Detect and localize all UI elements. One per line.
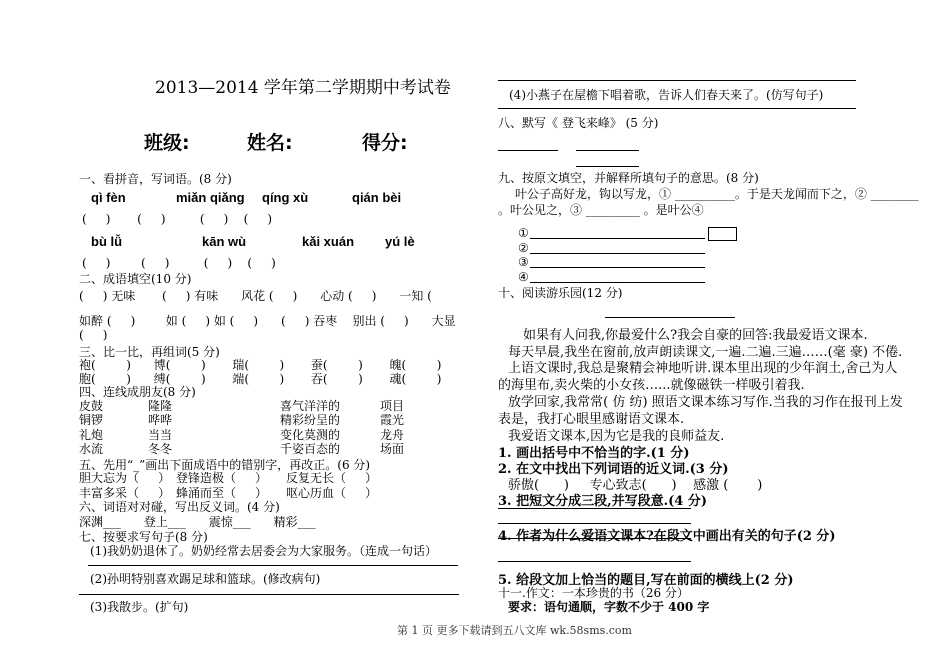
section-1-heading: 一、看拼音，写词语。(8 分)	[79, 172, 232, 186]
match-cell: 铜锣	[79, 413, 104, 427]
rewrite-q1: (1)我奶奶退休了。奶奶经常去居委会为大家服务。（连成一句话）	[90, 544, 438, 558]
explain-line-2	[530, 253, 705, 254]
explain-num-3: ③	[518, 255, 529, 269]
footer: 第 1 页 更多下载请到五八文库 wk.58sms.com	[397, 624, 632, 637]
pinyin-7: kǎi xuán	[302, 234, 355, 249]
section-9-heading: 九、按原文填空，并解释所填句子的意思。(8 分)	[498, 171, 759, 185]
idiom-row-3: ( )	[79, 328, 108, 342]
explain-line-3	[530, 267, 705, 268]
synonym-words: 骄傲( ) 专心致志( ) 感激 ( )	[508, 478, 763, 493]
match-cell: 隆隆	[148, 399, 173, 413]
passage-line-5: 放学回家,我常常( 仿 纺) 照语文课本练习写作.当我的习作在报刊上发	[508, 395, 903, 410]
explain-num-2: ②	[518, 241, 529, 255]
title-blank-line	[605, 317, 735, 318]
essay-requirement: 要求：语句通顺，字数不少于 400 字	[508, 600, 710, 614]
section-3-heading: 三、比一比，再组词(5 分)	[79, 345, 220, 359]
compare-row-2: 胞( ) 缚( ) 端( ) 吞( ) 魂( )	[79, 372, 442, 386]
section-6-heading: 六、词语对对碰，写出反义词。(4 分)	[79, 500, 280, 514]
class-label: 班级:	[144, 132, 190, 154]
answer-line	[498, 508, 691, 509]
reading-q4: 4. 作者为什么爱语文课本?在段文中画出有关的句子(2 分)	[498, 529, 836, 544]
answer-line	[498, 561, 691, 562]
pinyin-1: qì fèn	[91, 190, 126, 205]
text-box	[708, 227, 737, 241]
explain-line-4	[530, 282, 705, 283]
typo-idiom: 反复无长（ ）	[286, 471, 378, 485]
match-cell: 皮鼓	[79, 399, 104, 413]
section-8-heading: 八、默写《 登飞来峰》 (5 分)	[498, 116, 659, 130]
antonym-line: 深渊___ 登上___ 震惊___ 精彩___	[79, 515, 316, 529]
section-10-heading: 十、阅读游乐园(12 分)	[498, 286, 623, 300]
answer-line	[88, 565, 458, 566]
match-cell: 冬冬	[148, 442, 173, 456]
passage-line-7: 我爱语文课本,因为它是我的良师益友.	[508, 429, 725, 444]
match-cell: 场面	[380, 442, 405, 456]
passage-line-2: 每天早晨,我坐在窗前,放声朗读课文,一遍.二遍.三遍……(毫 豪) 不倦.	[508, 345, 903, 360]
match-cell: 水流	[79, 442, 104, 456]
match-cell: 变化莫测的	[280, 428, 341, 442]
section-5-heading: 五、先用“_”画出下面成语中的错别字，再改正。(6 分)	[79, 458, 371, 472]
poem-line	[576, 166, 639, 167]
fill-line-1: 叶公子高好龙，钩以写龙，① __________。于是天龙闻而下之，② ________	[515, 187, 919, 201]
rewrite-q4: (4)小燕子在屋檐下唱着歌，告诉人们春天来了。(仿写句子)	[509, 88, 824, 102]
typo-idiom: 丰富多采（ ）	[79, 486, 171, 500]
reading-q2: 2. 在文中找出下列词语的近义词.(3 分)	[498, 462, 729, 477]
passage-line-3: 上语文课时,我总是聚精会神地听讲.课本里出现的少年润土,舍己为人	[508, 361, 898, 376]
pinyin-4: qián bèi	[352, 190, 402, 205]
passage-line-1: 如果有人问我,你最爱什么?我会自豪的回答:我最爱语文课本.	[523, 328, 868, 343]
reading-q5: 5. 给段文加上恰当的题目,写在前面的横线上(2 分)	[498, 573, 794, 588]
section-4-heading: 四、连线成朋友(8 分)	[79, 385, 196, 399]
reading-q1: 1. 画出括号中不恰当的字.(1 分)	[498, 446, 690, 461]
match-cell: 霞光	[380, 413, 405, 427]
typo-idiom: 胆大忘为（ ）	[79, 471, 171, 485]
section-7-heading: 七、按要求写句子(8 分)	[79, 530, 208, 544]
section-2-heading: 二、成语填空(10 分)	[79, 272, 192, 286]
section-11-heading: 十一.作文：一本珍贵的书（26 分）	[498, 586, 689, 600]
explain-line-1	[530, 238, 705, 239]
page-title: 2013—2014 学年第二学期期中考试卷	[155, 78, 451, 98]
answer-line	[498, 80, 856, 81]
compare-row-1: 袍( ) 博( ) 瑞( ) 蚕( ) 魄( )	[79, 358, 442, 372]
passage-line-6: 表是，我打心眼里感谢语文课本.	[498, 412, 685, 427]
answer-line	[498, 108, 856, 109]
match-cell: 龙舟	[380, 428, 405, 442]
match-cell: 哗哗	[148, 413, 173, 427]
pinyin-6: kān wù	[202, 234, 247, 249]
score-label: 得分:	[362, 132, 408, 154]
passage-line-4: 的海里布,卖火柴的小女孩…...就像磁铁一样吸引着我.	[498, 378, 805, 393]
explain-num-1: ①	[518, 226, 529, 240]
typo-idiom: 蜂涌而至（ ）	[176, 486, 268, 500]
explain-num-4: ④	[518, 270, 529, 284]
fill-line-2: 。叶公见之，③ _________ 。是叶公④	[498, 203, 704, 217]
typo-idiom: 呕心历血（ ）	[286, 486, 378, 500]
pinyin-2: miǎn qiǎng	[176, 190, 245, 205]
name-label: 姓名:	[247, 132, 293, 154]
answer-parens-row-1: ( ) ( ) ( ) ( )	[82, 212, 273, 226]
answer-line	[498, 523, 691, 524]
answer-line	[79, 594, 459, 595]
idiom-row-2: 如醉 ( ) 如 ( ) 如 ( ) ( ) 吞枣 别出 ( ) 大显	[79, 314, 456, 328]
match-cell: 项目	[380, 399, 405, 413]
match-cell: 千姿百态的	[280, 442, 341, 456]
typo-idiom: 登锋造极（ ）	[176, 471, 268, 485]
answer-parens-row-2: ( ) ( ) ( ) ( )	[82, 256, 276, 270]
match-cell: 当当	[148, 428, 173, 442]
pinyin-3: qíng xù	[262, 190, 309, 205]
match-cell: 喜气洋洋的	[280, 399, 341, 413]
match-cell: 礼炮	[79, 428, 104, 442]
match-cell: 精彩纷呈的	[280, 413, 341, 427]
reading-q3: 3. 把短文分成三段,并写段意.(4 分)	[498, 494, 708, 509]
rewrite-q3: (3)我散步。(扩句)	[90, 600, 189, 614]
poem-line	[576, 150, 639, 151]
poem-line	[498, 150, 558, 151]
rewrite-q2: (2)孙明特别喜欢踢足球和篮球。(修改病句)	[90, 572, 321, 586]
idiom-row-1: ( ) 无味 ( ) 有味 风花 ( ) 心动 ( ) 一知 (	[79, 289, 432, 303]
pinyin-5: bù lǚ	[91, 234, 123, 249]
pinyin-8: yú lè	[385, 234, 415, 249]
